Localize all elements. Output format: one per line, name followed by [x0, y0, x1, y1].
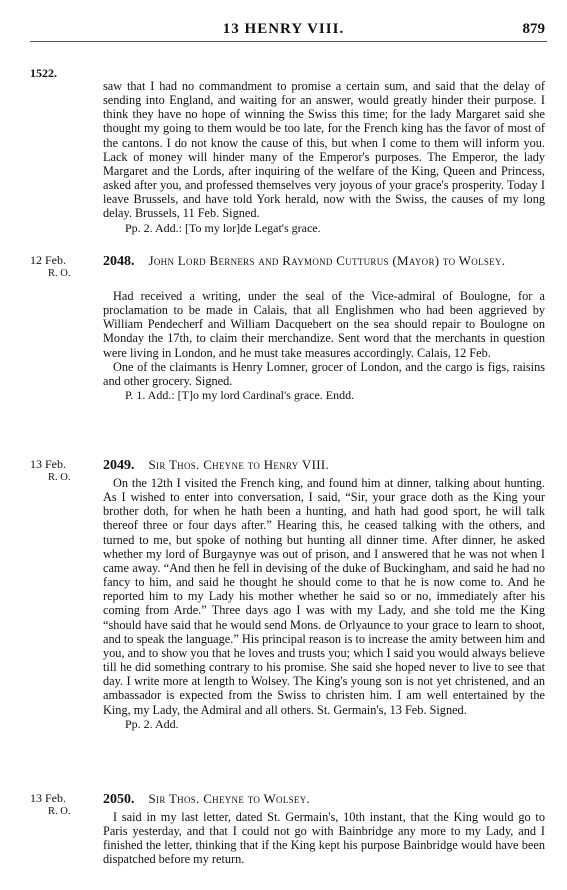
entry-2049-heading: [103, 457, 545, 473]
header-rule: [30, 41, 547, 42]
entry-2048-heading: [103, 253, 545, 269]
entry-2048-note: P. 1. Add.: [T]o my lord Cardinal's grace. Endd.: [125, 388, 355, 403]
running-header-title: 13 HENRY VIII.: [222, 21, 345, 37]
entry-2050-paragraph-1: I said in my last letter, dated St. Germain's, 10th instant, that the King would go to Paris yesterday, and that I could not go with Bainbridge any more to my Lady, and I finished the letter, thinking that if the King kept his purpose Bainbridge would have been dispatched before my return.: [103, 810, 545, 867]
entry-2048-paragraph-2: One of the claimants is Henry Lomner, grocer of London, and the cargo is figs, raisins and other grocery. Signed.: [103, 359, 545, 388]
entry-2048-margin: [30, 253, 90, 281]
entry-2050-number: 2050.: [103, 792, 135, 807]
entry-2050-date: 13 Feb.: [30, 791, 66, 805]
continued-letter-note: Pp. 2. Add.: [To my lor]de Legat's grace.: [125, 220, 321, 235]
entry-2048-number: 2048.: [103, 254, 135, 269]
entry-2048-paragraph-1: Had received a writing, under the seal of the Vice-admiral of Boulogne, for a proclamation to be made in Calais, that all Englishmen who had been aggrieved by William Pendecherf and William Dacquebert on the sea should repair to Boulogne on Monday the 17th, to claim their merchandize. Sent word that the merchants in question were living in London, and he must take measures accordingly. Calais, 12 Feb.: [103, 289, 545, 360]
margin-year: 1522.: [30, 66, 57, 80]
entry-2050-title: Sir Thos. Cheyne to Wolsey.: [148, 791, 311, 806]
entry-2049-source: R. O.: [48, 472, 71, 483]
entry-2049-number: 2049.: [103, 458, 135, 473]
continued-letter-text: saw that I had no commandment to promise a certain sum, and said that the delay of sending into England, and waiting for an answer, would greatly hinder their purpose. I think they have no hope of winning the Swiss this time; for the lady Margaret said she thought my going to them would be too late, for the French king has the favor of most of the cantons. I do not know the cause of this, but when I come to them will inform you. Lack of money will hinder many of the Emperor's purposes. The Emperor, the lady Margaret and the Lords, after inquiring of the welfare of the King, Queen and Princess, asked after you, and professed themselves very joyous of your grace's prosperity. Today I leave Brussels, and have told York herald, now with the Swiss, the causes of my long delay. Brussels, 11 Feb. Signed.: [103, 79, 545, 221]
page-number: 879: [522, 21, 545, 37]
entry-2049-note: Pp. 2. Add.: [125, 716, 179, 731]
entry-2049-title: Sir Thos. Cheyne to Henry VIII.: [148, 457, 330, 472]
entry-2049-paragraph-1: On the 12th I visited the French king, and found him at dinner, talking about hunting. As I wished to enter into conversation, I said, “Sir, your grace doth as the King your brother doth, for when he hath been a hunting, and hath had good sport, he will talk thereof three or four days after.” Hearing this, he ceased talking with the others, and turned to me, but spoke of nothing but hunting all dinner time. After dinner, he asked whether my lord of Burgaynye was out of prison, and I answered that he was not when I came away. “And then he fell in devising of the duke of Buckingham, and said he had no fancy to him, and said he thought he should come to that he is now come to. And he reported him to my Lady his mother whether he said so or no, immediately after his coming from Arde.” Three days ago I was with my Lady, and she told me the King “should have said that he would send Mons. de Orlyaunce to your grace to learn to shoot, and to speak the language.” His principal reason is to increase the amity between him and you, and to show you that he loves and trusts you; which I said you would always believe till he did something contrary to his promise. She said she hoped never to live to see that day. I write more at length to Wolsey. The King's young son is not yet christened, and an ambassador is expected from the Swiss to christen him. I am well entertained by the King, my Lady, the Admiral and all others. St. Germain's, 13 Feb. Signed.: [103, 476, 545, 717]
entry-2048-title: John Lord Berners and Raymond Cutturus (Mayor) to Wolsey.: [148, 253, 506, 268]
entry-2050-body: [103, 810, 545, 867]
entry-2048-source: R. O.: [48, 268, 71, 279]
entry-2050-source: R. O.: [48, 806, 71, 817]
entry-2048-date: 12 Feb.: [30, 253, 66, 267]
continued-letter: [103, 79, 545, 235]
entry-2050-margin: [30, 791, 90, 819]
entry-2049-margin: [30, 457, 90, 485]
entry-2049-body: [103, 476, 545, 731]
entry-2049-date: 13 Feb.: [30, 457, 66, 471]
entry-2050-heading: [103, 791, 545, 807]
entry-2048-body: [103, 289, 545, 402]
